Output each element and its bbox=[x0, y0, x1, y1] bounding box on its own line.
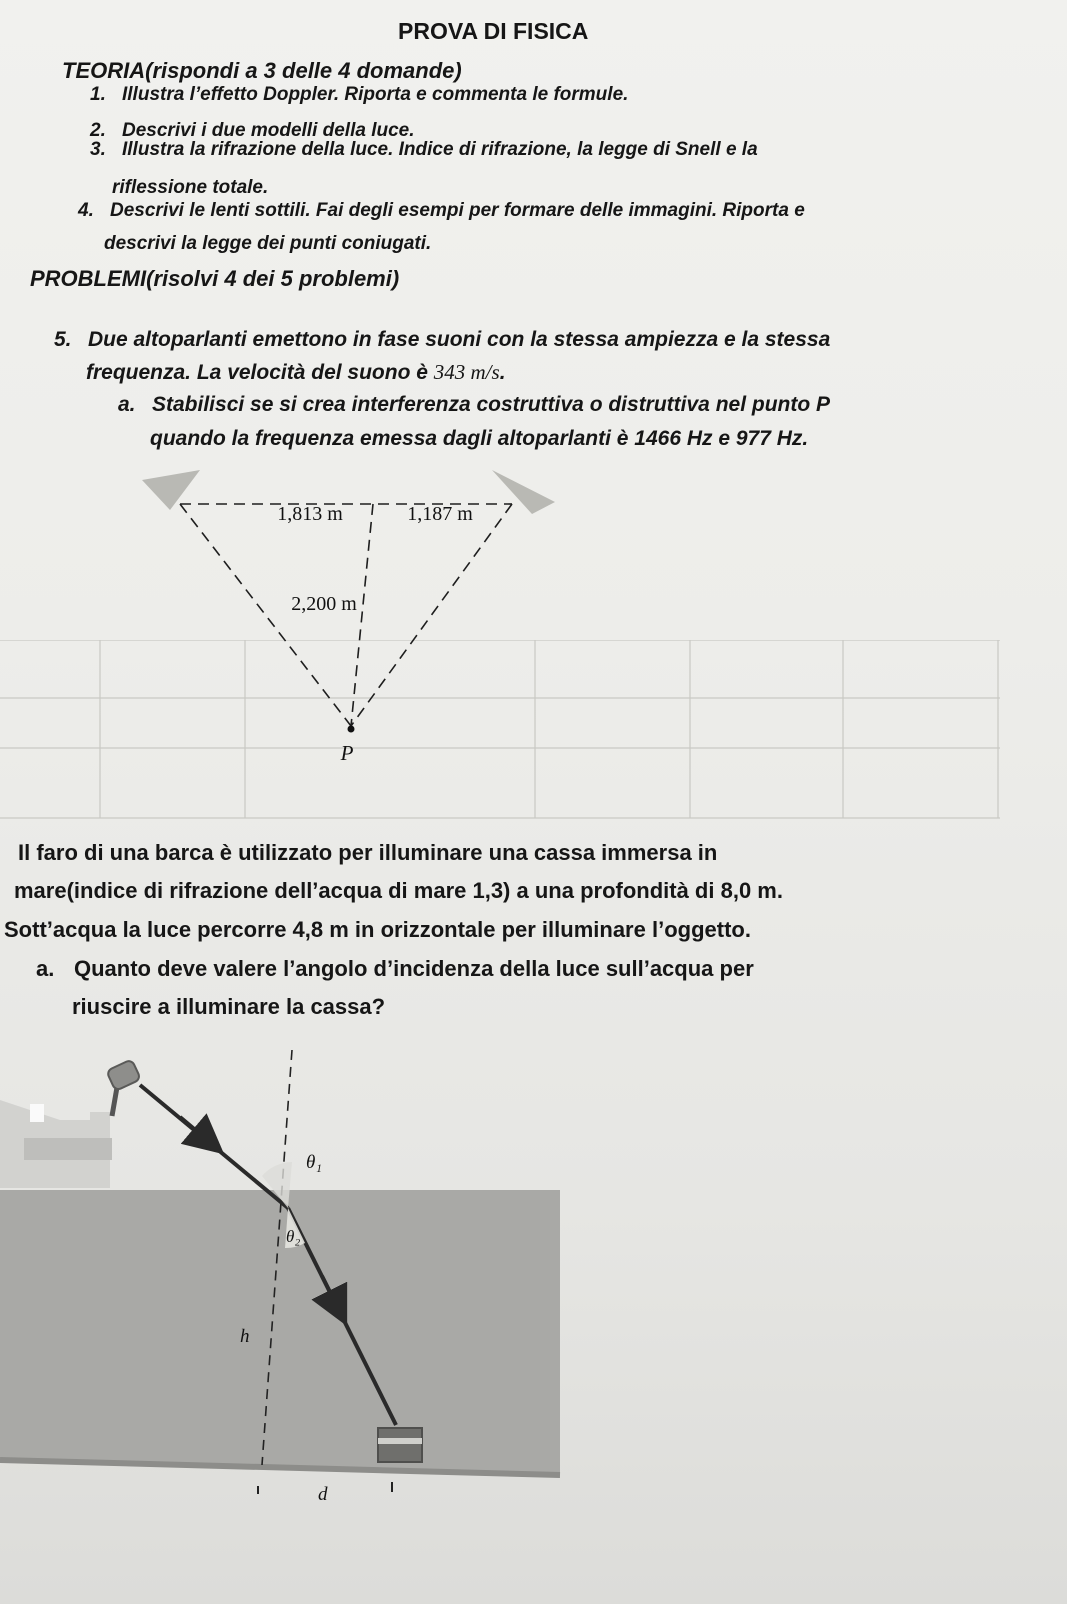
refraction-figure bbox=[0, 1050, 570, 1510]
question-3-line-2: riflessione totale. bbox=[112, 177, 269, 198]
point-p-marker bbox=[348, 726, 355, 733]
question-3-number: 3. bbox=[90, 139, 106, 160]
question-4-line-2: descrivi la legge dei punti coniugati. bbox=[104, 233, 432, 254]
center-path-line bbox=[351, 504, 373, 726]
point-p-label: P bbox=[340, 741, 354, 765]
sea-water bbox=[0, 1190, 560, 1475]
problem-6-line-2: mare(indice di rifrazione dell’acqua di mare 1,3) a una profondità di 8,0 m. bbox=[14, 878, 783, 903]
crate-icon bbox=[378, 1428, 422, 1462]
boat-deck bbox=[24, 1138, 112, 1160]
speakers-figure bbox=[140, 470, 560, 790]
center-distance-label: 2,200 m bbox=[291, 593, 357, 615]
problem-6a-line-1: Quanto deve valere l’angolo d’incidenza della luce sull’acqua per bbox=[74, 956, 754, 981]
incident-ray bbox=[140, 1085, 288, 1208]
problem-6-line-3: Sott’acqua la luce percorre 4,8 m in orizzontale per illuminare l’oggetto. bbox=[4, 917, 751, 942]
question-2-number: 2. bbox=[90, 120, 106, 141]
right-path-line bbox=[351, 504, 512, 726]
problem-5a-label: a. bbox=[118, 393, 136, 416]
left-distance-label: 1,813 m bbox=[277, 503, 343, 525]
question-1-text: Illustra l’effetto Doppler. Riporta e commenta le formule. bbox=[122, 84, 629, 105]
problem-5-number: 5. bbox=[54, 328, 72, 351]
incident-arrow bbox=[180, 1117, 212, 1144]
depth-label: h bbox=[240, 1326, 250, 1347]
question-1-number: 1. bbox=[90, 84, 106, 105]
question-3-line-1: Illustra la rifrazione della luce. Indice di rifrazione, la legge di Snell e la bbox=[122, 139, 758, 160]
right-distance-label: 1,187 m bbox=[407, 503, 473, 525]
theta1-label: θ₁ bbox=[306, 1152, 322, 1173]
sound-speed-value: 343 m/s bbox=[433, 360, 500, 384]
problem-6-line-1: Il faro di una barca è utilizzato per illuminare una cassa immersa in bbox=[18, 840, 718, 865]
theory-heading: TEORIA(rispondi a 3 delle 4 domande) bbox=[62, 58, 462, 83]
page-title: PROVA DI FISICA bbox=[398, 18, 589, 44]
left-path-line bbox=[180, 504, 351, 726]
problems-heading: PROBLEMI(risolvi 4 dei 5 problemi) bbox=[30, 266, 400, 291]
problem-5-line-2-text: frequenza. La velocità del suono è bbox=[86, 361, 434, 384]
problem-6a-label: a. bbox=[36, 956, 55, 981]
distance-label: d bbox=[318, 1484, 328, 1505]
problem-5-line-1: Due altoparlanti emettono in fase suoni con la stessa ampiezza e la stessa bbox=[88, 328, 831, 351]
question-4-line-1: Descrivi le lenti sottili. Fai degli esempi per formare delle immagini. Riporta e bbox=[110, 200, 805, 221]
crate-band bbox=[378, 1438, 422, 1444]
problem-6a-line-2: riuscire a illuminare la cassa? bbox=[72, 994, 386, 1019]
left-speaker-icon bbox=[142, 470, 200, 510]
problem-5a-line-1: Stabilisci se si crea interferenza costruttiva o distruttiva nel punto P bbox=[152, 393, 831, 416]
question-2-text: Descrivi i due modelli della luce. bbox=[122, 120, 415, 141]
problem-5-line-2 bbox=[86, 360, 506, 385]
headlight-icon bbox=[106, 1059, 141, 1091]
theta2-label: θ₂ bbox=[286, 1227, 301, 1246]
problem-5a-line-2: quando la frequenza emessa dagli altoparlanti è 1466 Hz e 977 Hz. bbox=[150, 427, 809, 450]
boat-window bbox=[30, 1104, 44, 1122]
right-speaker-icon bbox=[492, 470, 555, 514]
problem-5-line-2-end: . bbox=[499, 361, 506, 384]
question-4-number: 4. bbox=[78, 200, 94, 221]
